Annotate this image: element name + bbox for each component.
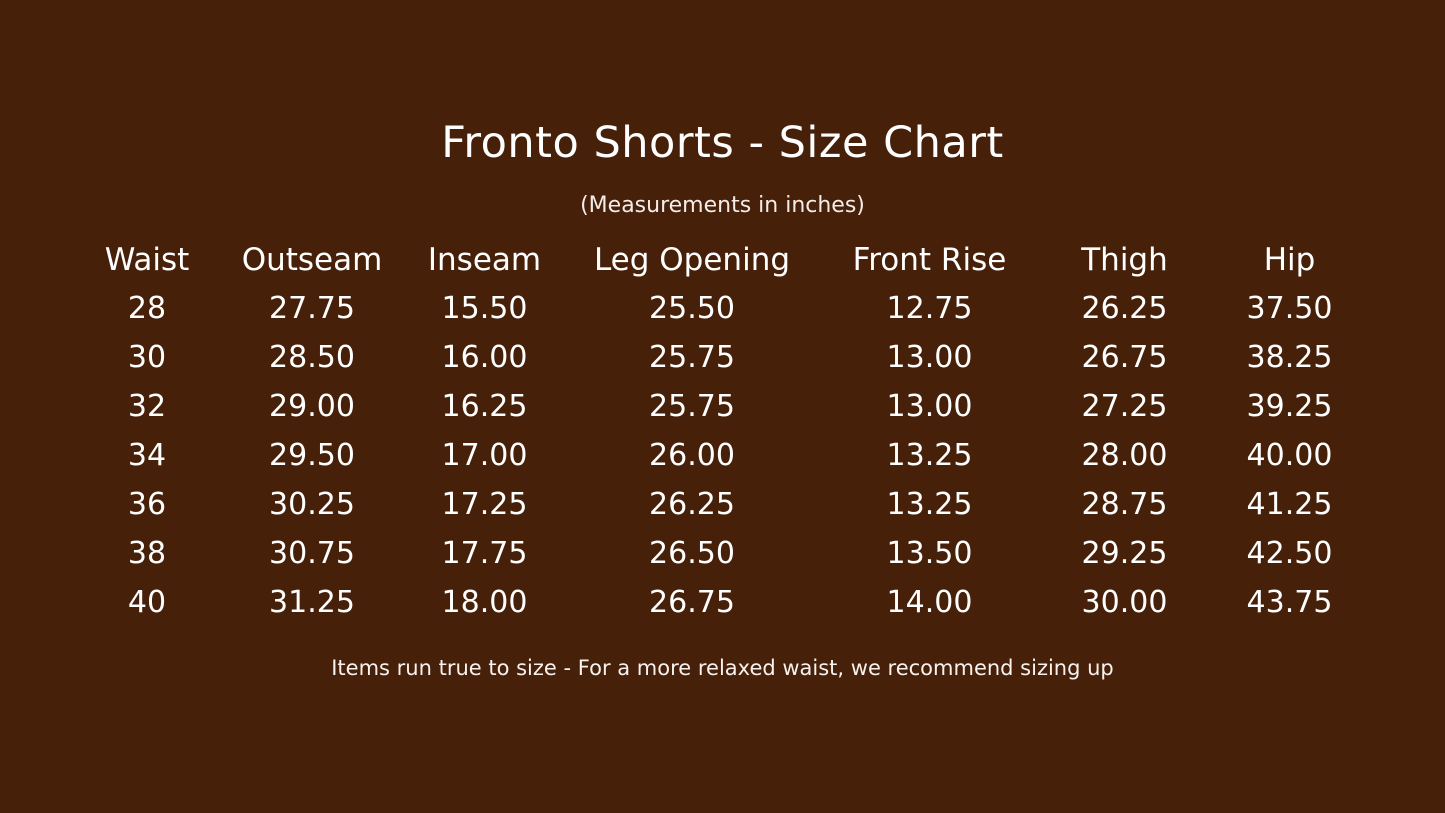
column-header-outseam: Outseam — [241, 242, 383, 278]
cell-hip: 40.00 — [1246, 438, 1333, 473]
cell-thigh: 30.00 — [1081, 585, 1168, 620]
column-header-inseam: Inseam — [427, 242, 542, 278]
cell-waist: 28 — [127, 291, 167, 326]
cell-inseam: 16.25 — [441, 389, 528, 424]
column-header-hip: Hip — [1263, 242, 1316, 278]
cell-waist: 30 — [127, 340, 167, 375]
column-header-leg-opening: Leg Opening — [593, 242, 791, 278]
table-row — [72, 578, 1372, 627]
cell-inseam: 18.00 — [441, 585, 528, 620]
cell-front-rise: 13.25 — [886, 487, 973, 522]
column-header-thigh: Thigh — [1081, 242, 1168, 278]
cell-front-rise: 13.25 — [886, 438, 973, 473]
cell-leg-opening: 26.00 — [649, 438, 735, 473]
cell-front-rise: 13.00 — [886, 340, 973, 375]
cell-hip: 37.50 — [1246, 291, 1333, 326]
cell-hip: 39.25 — [1246, 389, 1333, 424]
cell-front-rise: 14.00 — [886, 585, 973, 620]
cell-leg-opening: 26.50 — [649, 536, 735, 571]
cell-inseam: 17.25 — [441, 487, 528, 522]
cell-inseam: 16.00 — [441, 340, 528, 375]
cell-front-rise: 13.00 — [886, 389, 973, 424]
table-row — [72, 529, 1372, 578]
cell-waist: 32 — [127, 389, 167, 424]
cell-front-rise: 13.50 — [886, 536, 973, 571]
cell-inseam: 17.75 — [441, 536, 528, 571]
cell-hip: 41.25 — [1246, 487, 1333, 522]
cell-hip: 42.50 — [1246, 536, 1333, 571]
table-row — [72, 333, 1372, 382]
cell-hip: 43.75 — [1246, 585, 1333, 620]
cell-hip: 38.25 — [1246, 340, 1333, 375]
column-header-waist: Waist — [104, 242, 190, 278]
table-row — [72, 480, 1372, 529]
cell-thigh: 28.00 — [1081, 438, 1168, 473]
cell-leg-opening: 25.50 — [649, 291, 735, 326]
size-chart-table — [72, 240, 1372, 627]
page-title: Fronto Shorts - Size Chart — [441, 118, 1004, 168]
column-header-front-rise: Front Rise — [852, 242, 1007, 278]
cell-outseam: 28.50 — [269, 340, 355, 375]
cell-outseam: 30.25 — [269, 487, 355, 522]
cell-inseam: 15.50 — [441, 291, 528, 326]
sizing-footnote: Items run true to size - For a more relaxed waist, we recommend sizing up — [331, 656, 1114, 680]
cell-outseam: 29.00 — [269, 389, 355, 424]
cell-outseam: 30.75 — [269, 536, 355, 571]
cell-thigh: 26.75 — [1081, 340, 1168, 375]
cell-waist: 40 — [127, 585, 167, 620]
table-header-row — [72, 240, 1372, 284]
cell-front-rise: 12.75 — [886, 291, 973, 326]
cell-outseam: 27.75 — [269, 291, 355, 326]
table-row — [72, 431, 1372, 480]
cell-thigh: 29.25 — [1081, 536, 1168, 571]
cell-leg-opening: 25.75 — [649, 340, 735, 375]
cell-waist: 34 — [127, 438, 167, 473]
cell-waist: 36 — [127, 487, 167, 522]
cell-thigh: 27.25 — [1081, 389, 1168, 424]
page-subtitle: (Measurements in inches) — [580, 193, 865, 218]
cell-outseam: 29.50 — [269, 438, 355, 473]
cell-leg-opening: 25.75 — [649, 389, 735, 424]
cell-waist: 38 — [127, 536, 167, 571]
cell-leg-opening: 26.75 — [649, 585, 735, 620]
cell-outseam: 31.25 — [269, 585, 355, 620]
table-row — [72, 284, 1372, 333]
cell-thigh: 26.25 — [1081, 291, 1168, 326]
table-row — [72, 382, 1372, 431]
cell-leg-opening: 26.25 — [649, 487, 735, 522]
cell-thigh: 28.75 — [1081, 487, 1168, 522]
cell-inseam: 17.00 — [441, 438, 528, 473]
